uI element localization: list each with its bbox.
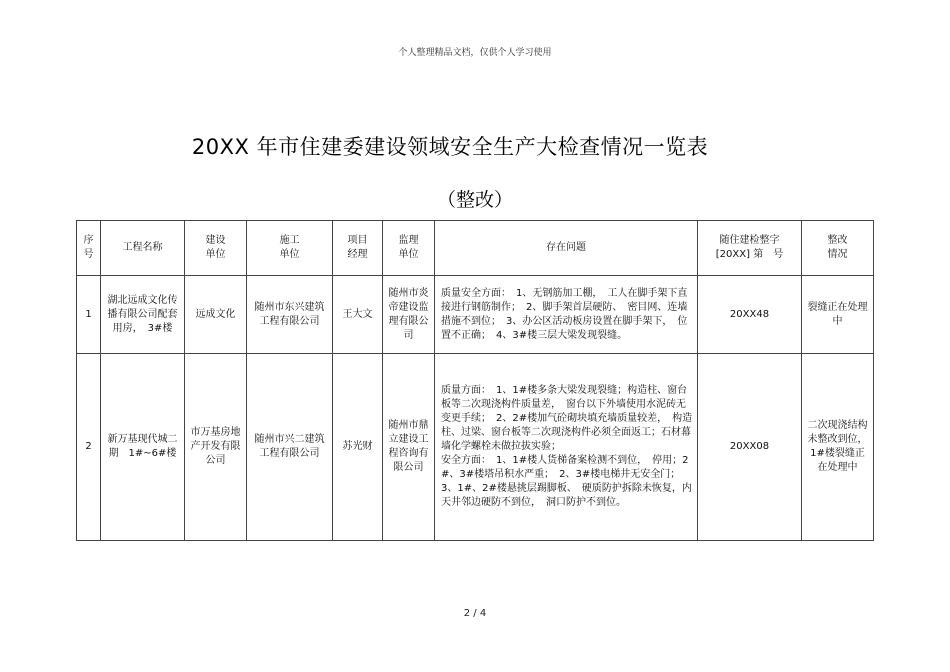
cell-contractor: 随州市东兴建筑工程有限公司 [247, 276, 333, 354]
col-header-manager: 项目 经理 [333, 221, 383, 276]
col-header-issues: 存在问题 [435, 221, 698, 276]
col-header-contractor: 施工 单位 [247, 221, 333, 276]
table-row [77, 276, 874, 354]
col-header-status: 整改 情况 [802, 221, 874, 276]
cell-no: 1 [77, 276, 101, 354]
cell-no: 2 [77, 354, 101, 541]
table-header-row [77, 221, 874, 276]
cell-supervisor: 随州市炎帝建设监理有限公司 [383, 276, 435, 354]
cell-contractor: 随州市兴二建筑工程有限公司 [247, 354, 333, 541]
inspection-table [76, 220, 874, 541]
col-header-no: 序 号 [77, 221, 101, 276]
cell-issues: 质量安全方面： 1、无钢筋加工棚， 工人在脚手架下直接进行钢筋制作； 2、脚手架首层硬防、 密目网、连墙措施不到位； 3、办公区活动板房设置在脚手架下， 位置不正确； 4、3#楼三层大梁发现裂缝。 [435, 276, 698, 354]
cell-builder: 市万基房地产开发有限公司 [185, 354, 247, 541]
cell-project: 湖北远成文化传播有限公司配套用房， 3#楼 [101, 276, 185, 354]
cell-doc-no: 20XX48 [698, 276, 802, 354]
page-number: 2 / 4 [463, 608, 487, 619]
col-header-builder: 建设 单位 [185, 221, 247, 276]
cell-supervisor: 随州市鼎立建设工程咨询有限公司 [383, 354, 435, 541]
table-row [77, 354, 874, 541]
cell-status: 裂缝正在处理中 [802, 276, 874, 354]
watermark-text: 个人整理精品文档，仅供个人学习使用 [398, 48, 552, 58]
cell-project: 新万基现代城二期 1#~6#楼 [101, 354, 185, 541]
cell-builder: 远成文化 [185, 276, 247, 354]
col-header-doc-no: 随住建检整字 [20XX] 第 号 [698, 221, 802, 276]
col-header-supervisor: 监理 单位 [383, 221, 435, 276]
cell-manager: 王大文 [333, 276, 383, 354]
cell-doc-no: 20XX08 [698, 354, 802, 541]
page-subtitle: （整改） [436, 189, 513, 211]
cell-status: 二次现浇结构未整改到位，1#楼裂缝正在处理中 [802, 354, 874, 541]
col-header-project: 工程名称 [101, 221, 185, 276]
cell-manager: 苏光财 [333, 354, 383, 541]
cell-issues: 质量方面： 1、1#楼多条大梁发现裂缝；构造柱、窗台板等二次现浇构件质量差， 窗台以下外墙使用水泥砖无变更手续； 2、2#楼加气砼砌块填充墙质量较差， 构造柱、过梁、窗台板等二次现浇构件必须全面返工；石材幕墙化学螺栓未做拉拔实验； 安全方面： 1、1#楼人货梯备案检测不到位， 停用；2#、3#楼塔吊积水严重； 2、3#楼电梯井无安全门；3、1#、2#楼悬挑层踢脚板、 硬质防护拆除未恢复，内天井邻边硬防不到位， 洞口防护不到位。 [435, 354, 698, 541]
page-title: 20XX 年市住建委建设领域安全生产大检查情况一览表 [191, 135, 709, 159]
